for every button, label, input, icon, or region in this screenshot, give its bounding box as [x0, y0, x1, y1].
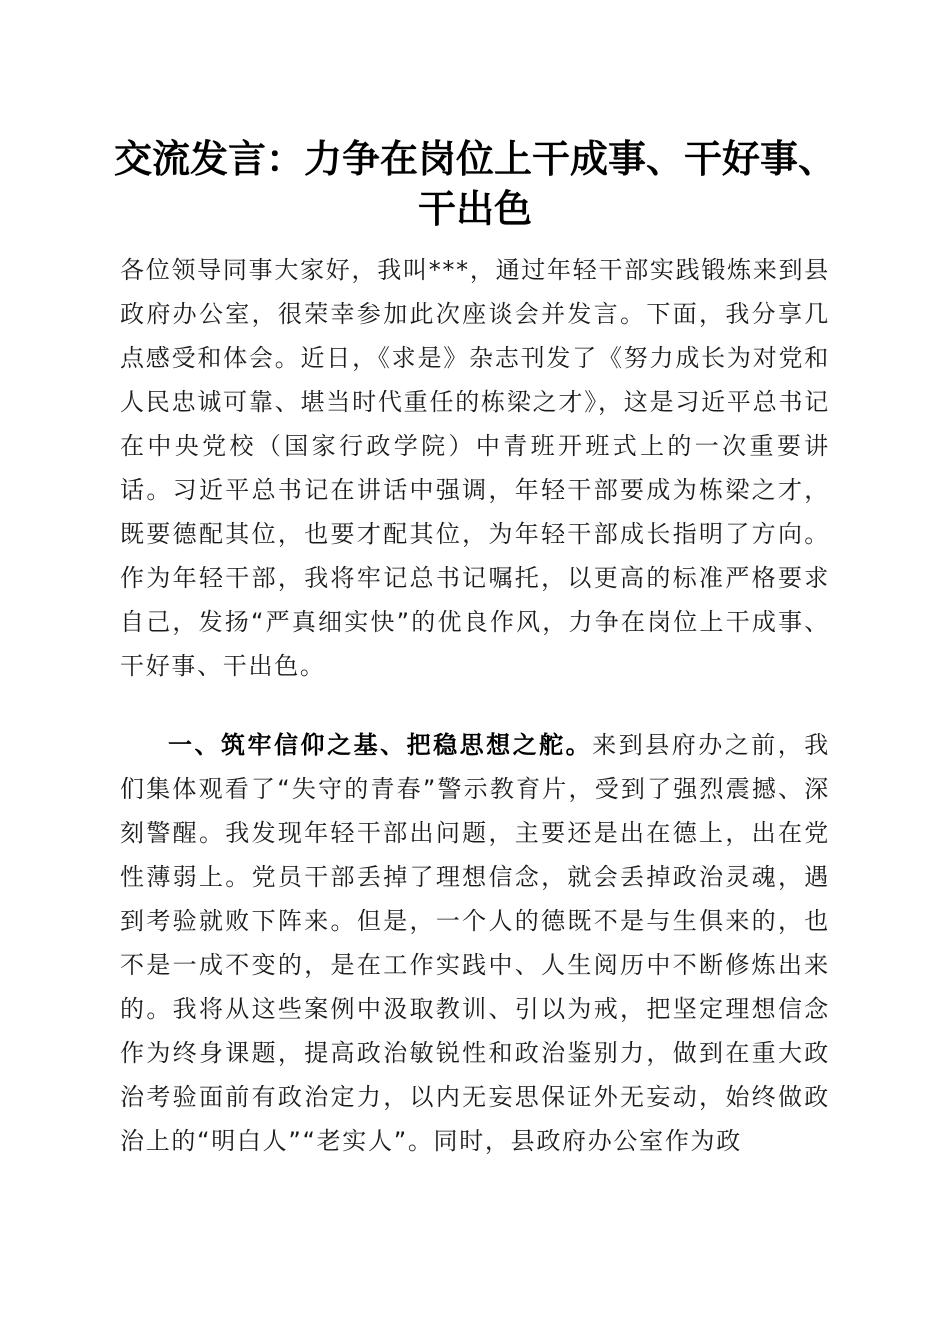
document-title: 交流发言：力争在岗位上干成事、干好事、干出色	[113, 136, 836, 231]
paragraph-section-one	[120, 723, 830, 1163]
section-one-body: 来到县府办之前，我们集体观看了“失守的青春”警示教育片，受到了强烈震撼、深刻警醒。我发现年轻干部出问题，主要还是出在德上，出在党性薄弱上。党员干部丢掉了理想信念，就会丢掉政治灵魂，遇到考验就败下阵来。但是，一个人的德既不是与生俱来的，也不是一成不变的，是在工作实践中、人生阅历中不断修炼出来的。我将从这些案例中汲取教训、引以为戒，把坚定理想信念作为终身课题，提高政治敏锐性和政治鉴别力，做到在重大政治考验面前有政治定力，以内无妄思保证外无妄动，始终做政治上的“明白人”“老实人”。同时，县政府办公室作为政	[120, 731, 830, 1155]
paragraph-introduction: 各位领导同事大家好，我叫***，通过年轻干部实践锻炼来到县政府办公室，很荣幸参加此次座谈会并发言。下面，我分享几点感受和体会。近日，《求是》杂志刊发了《努力成长为对党和人民忠诚可靠、堪当时代重任的栋梁之才》，这是习近平总书记在中央党校（国家行政学院）中青班开班式上的一次重要讲话。习近平总书记在讲话中强调，年轻干部要成为栋梁之才，既要德配其位，也要才配其位，为年轻干部成长指明了方向。作为年轻干部，我将牢记总书记嘱托，以更高的标准严格要求自己，发扬“严真细实快”的优良作风，力争在岗位上干成事、干好事、干出色。	[120, 256, 830, 680]
section-heading-one: 一、筑牢信仰之基、把稳思想之舵。	[168, 731, 593, 759]
